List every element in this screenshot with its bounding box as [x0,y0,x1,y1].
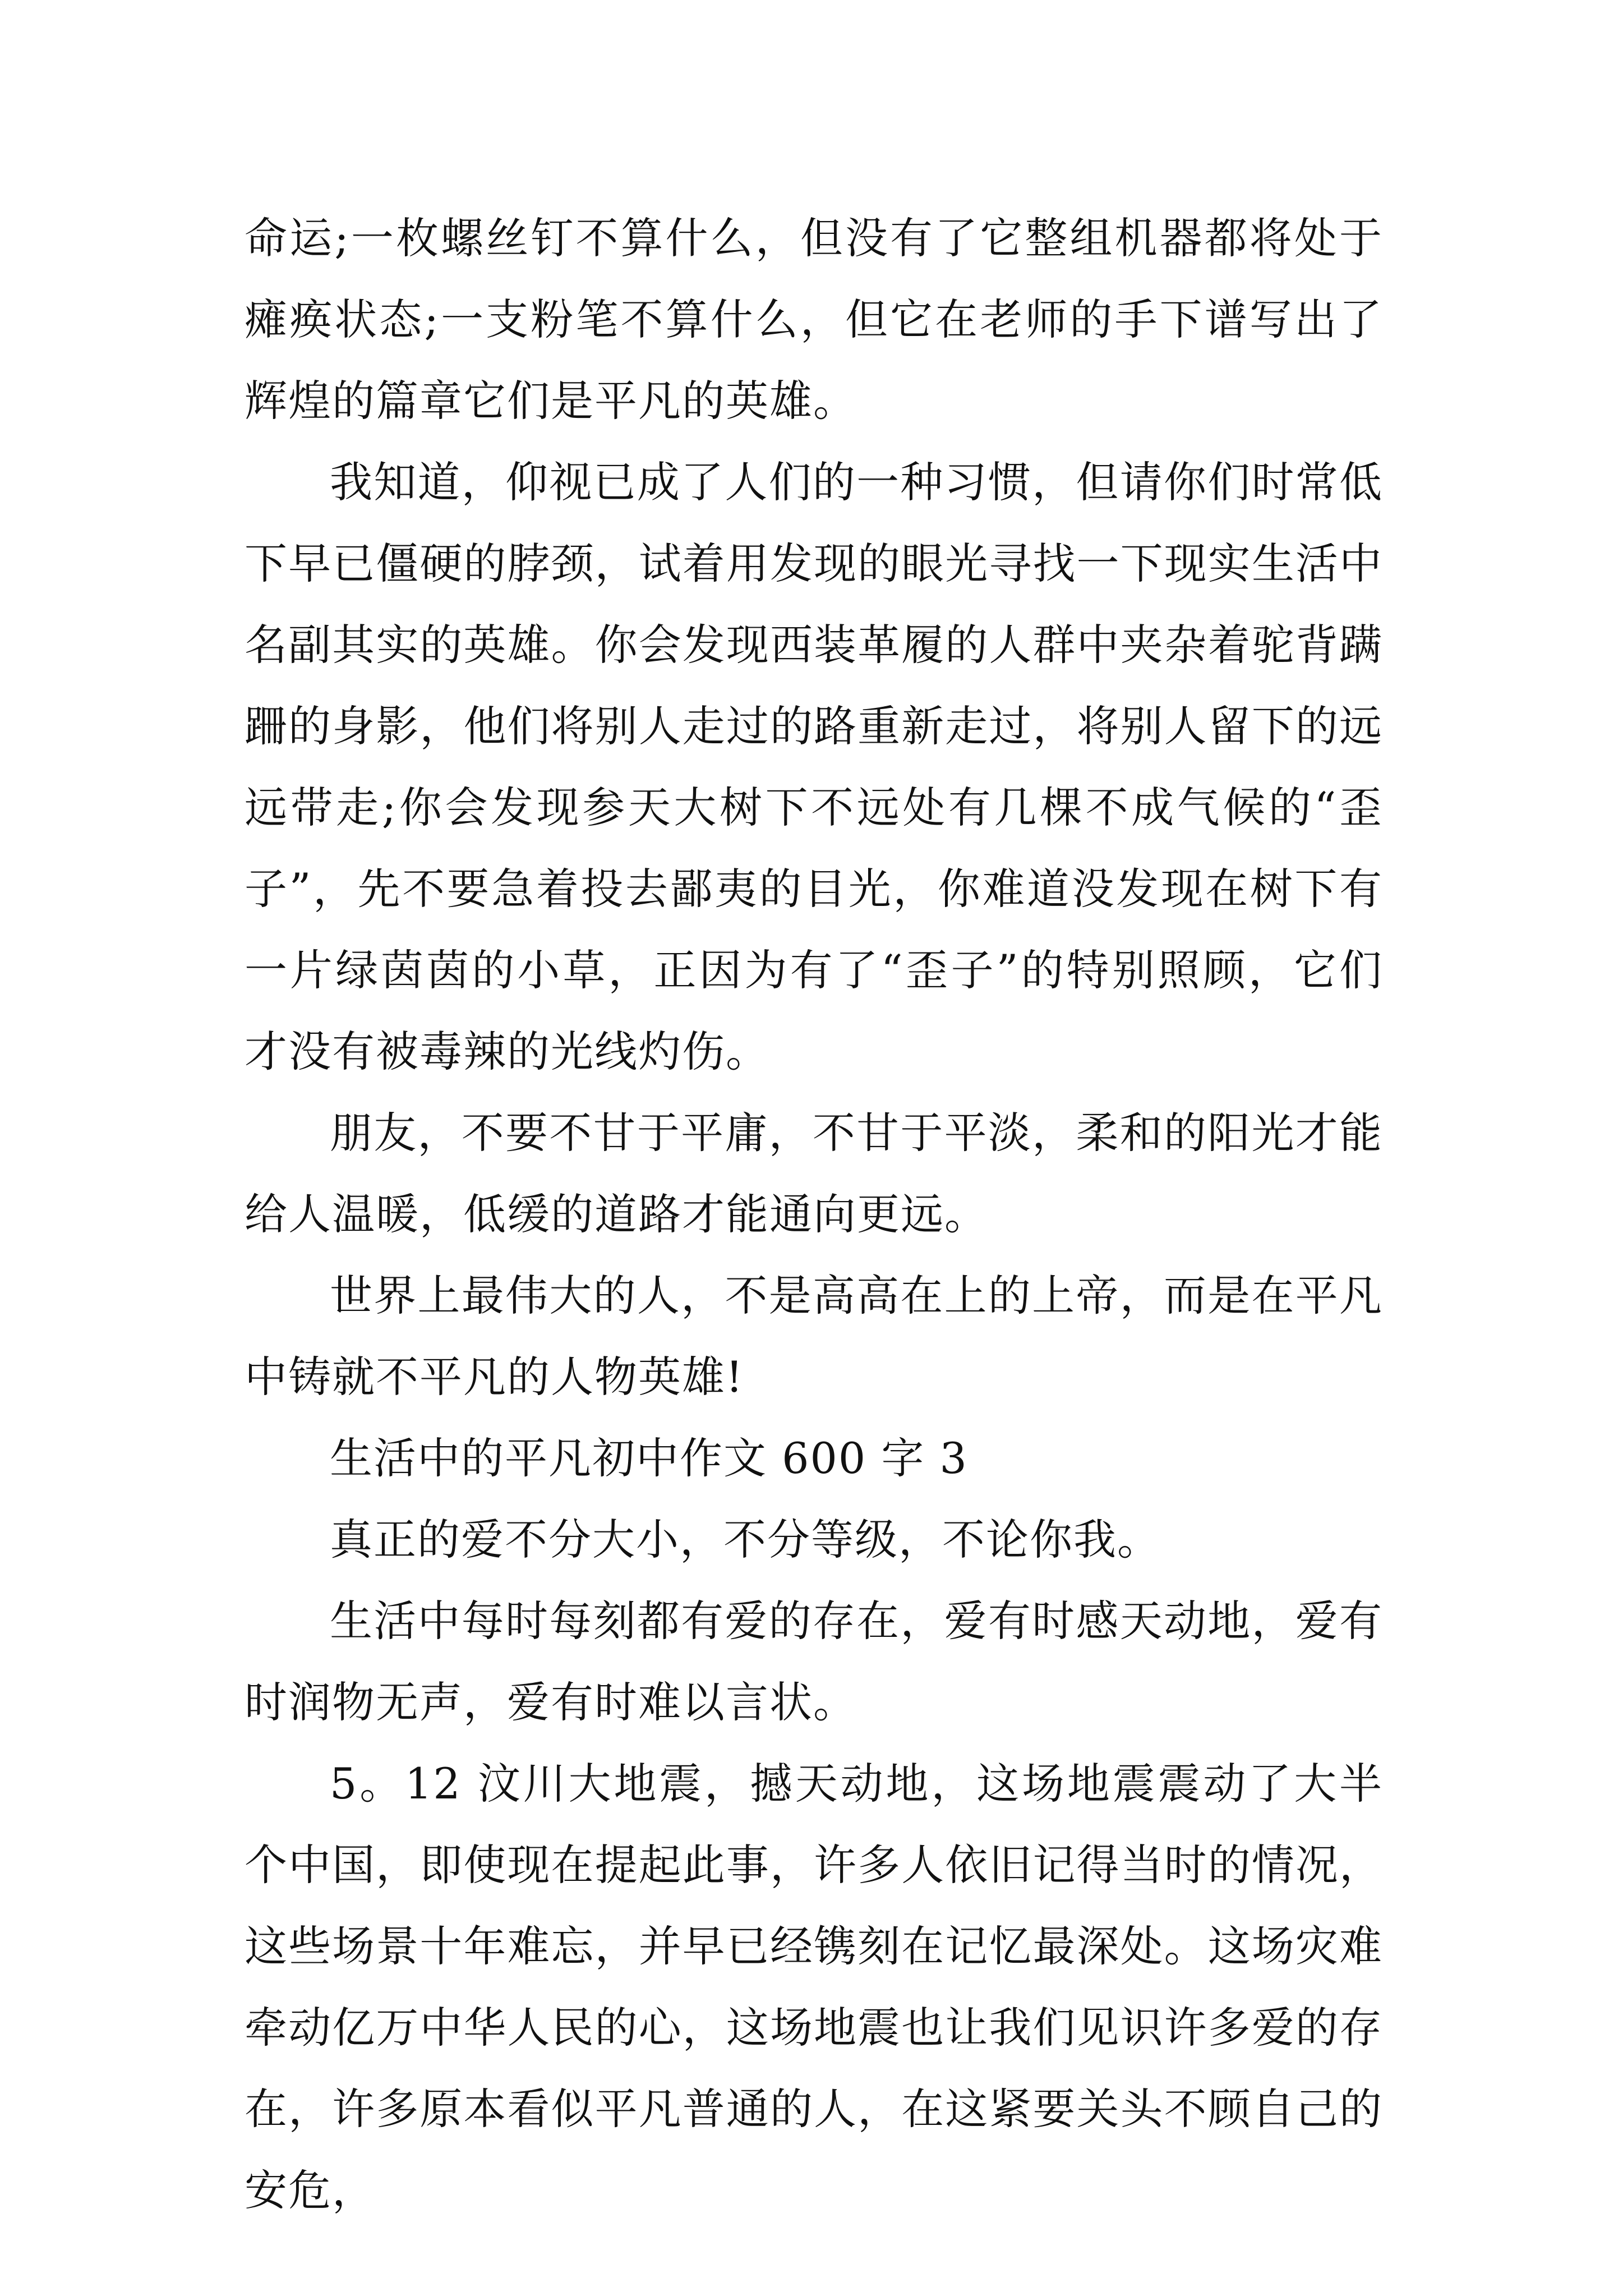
paragraph-greatest-person: 世界上最伟大的人，不是高高在上的上帝，而是在平凡中铸就不平凡的人物英雄! [245,1271,1383,1402]
paragraph-true-love: 真正的爱不分大小，不分等级，不论你我。 [330,1515,1161,1565]
paragraph-wenchuan-earthquake: 5。12 汶川大地震，撼天动地，这场地震震动了大半个中国，即使现在提起此事，许多人依旧记得当时的情况，这些场景十年难忘，并早已经镌刻在记忆最深处。这场灾难牵动亿万中华人民的心，这场地震也让我们见识许多爱的存在，许多原本看似平凡普通的人，在这紧要关头不顾自己的安危， [245,1759,1383,2215]
section-title: 生活中的平凡初中作文 600 字 3 [330,1433,968,1483]
paragraph-look-down-heroes: 我知道，仰视已成了人们的一种习惯，但请你们时常低下早已僵硬的脖颈，试着用发现的眼光寻找一下现实生活中名副其实的英雄。你会发现西装革履的人群中夹杂着驼背蹒跚的身影，他们将别人走过的路重新走过，将别人留下的远远带走;你会发现参天大树下不远处有几棵不成气候的“歪子”，先不要急着投去鄙夷的目光，你难道没发现在树下有一片绿茵茵的小草，正因为有了“歪子”的特别照顾，它们才没有被毒辣的光线灼伤。 [245,457,1383,1076]
paragraph-fate-screw-chalk: 命运;一枚螺丝钉不算什么，但没有了它整组机器都将处于瘫痪状态;一支粉笔不算什么，但它在老师的手下谱写出了辉煌的篇章它们是平凡的英雄。 [245,213,1383,426]
article-body [245,197,1383,2231]
paragraph-love-everywhere: 生活中每时每刻都有爱的存在，爱有时感天动地，爱有时润物无声，爱有时难以言状。 [245,1596,1383,1727]
paragraph-friend-ordinary: 朋友，不要不甘于平庸，不甘于平淡，柔和的阳光才能给人温暖，低缓的道路才能通向更远。 [245,1108,1383,1239]
